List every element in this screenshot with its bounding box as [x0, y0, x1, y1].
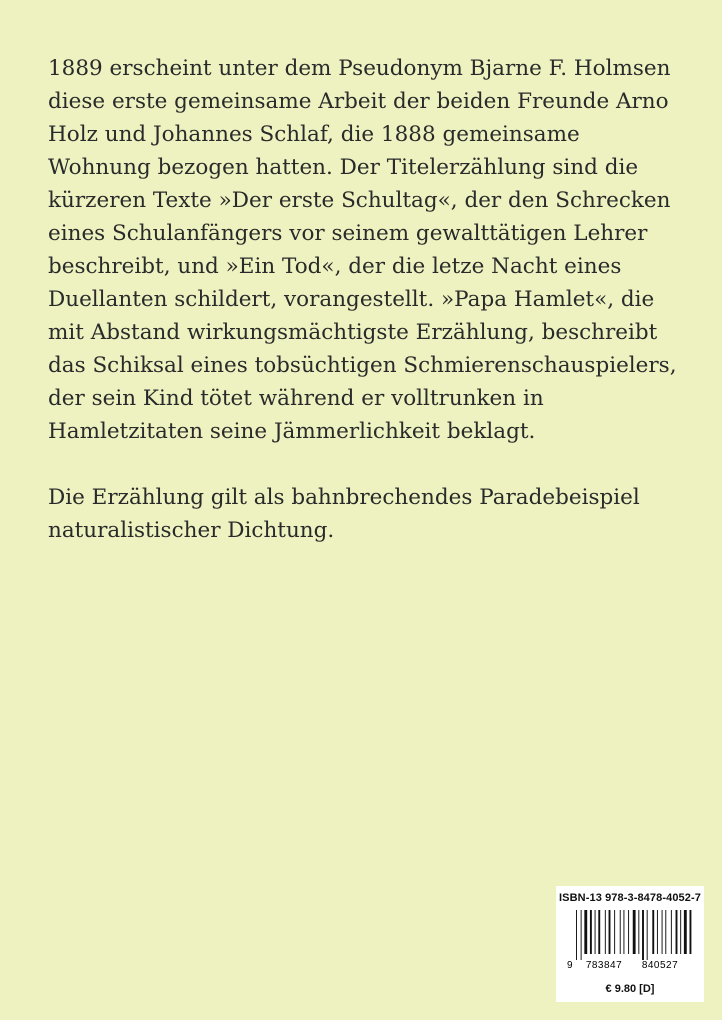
barcode-digits-left: 783847 — [585, 960, 623, 970]
barcode-bar — [609, 910, 611, 954]
barcode-bar — [676, 910, 678, 954]
isbn-barcode-box — [556, 886, 704, 1002]
barcode-bar — [628, 910, 629, 954]
barcode-bar — [581, 910, 582, 960]
isbn-label: ISBN-13 978-3-8478-4052-7 — [559, 892, 701, 904]
barcode-bar — [657, 910, 658, 954]
barcode-bar — [671, 910, 672, 954]
barcode-bar — [684, 910, 687, 954]
barcode-digits-right: 840527 — [641, 960, 679, 970]
blurb-paragraph-2: Die Erzählung gilt als bahnbrechendes Paradebeispiel naturalistischer Dichtung. — [48, 485, 640, 543]
barcode-bar — [614, 910, 615, 954]
barcode-bar — [665, 910, 666, 954]
barcode-bar — [638, 910, 639, 954]
barcode-bar — [605, 910, 606, 954]
barcode-bar — [642, 910, 644, 960]
barcode-bar — [680, 910, 681, 954]
barcode-bar — [633, 910, 636, 954]
barcode-bar — [647, 910, 648, 960]
barcode-bar — [652, 910, 654, 954]
barcode-bar — [690, 910, 692, 954]
barcode-bars — [576, 910, 691, 960]
barcode — [564, 908, 698, 970]
barcode-bar — [662, 910, 663, 954]
price-label: € 9.80 [D] — [605, 983, 655, 995]
barcode-bar — [584, 910, 587, 954]
blurb-paragraph-1: 1889 erscheint unter dem Pseudonym Bjarne F. Holmsen diese erste gemeinsame Arbeit der beiden Freunde Arno Holz und Johannes Schlaf, die 1888 gemeinsame Wohnung bezogen hatten. Der Titelerzählung sind die kürzeren Texte »Der erste Schultag«, der den Schrecken eines Schulanfängers vor seinem gewalttätigen Lehrer beschreibt, und »Ein Tod«, der die letze Nacht eines Duellanten schildert, vorangestellt. »Papa Hamlet«, die mit Abstand wirkungsmächtigste Erzählung, beschreibt das Schiksal eines tobsüchtigen Schmierenschauspielers, der sein Kind tötet während er volltrunken in Hamletzitaten seine Jämmerlichkeit beklagt. — [48, 56, 677, 444]
barcode-bar — [595, 910, 596, 954]
barcode-bar — [598, 910, 600, 954]
back-cover-blurb — [48, 52, 688, 547]
barcode-bar — [576, 910, 577, 960]
barcode-bar — [620, 910, 621, 954]
barcode-bar — [623, 910, 624, 954]
barcode-digit-prefix: 9 — [567, 960, 573, 970]
barcode-bar — [590, 910, 592, 954]
